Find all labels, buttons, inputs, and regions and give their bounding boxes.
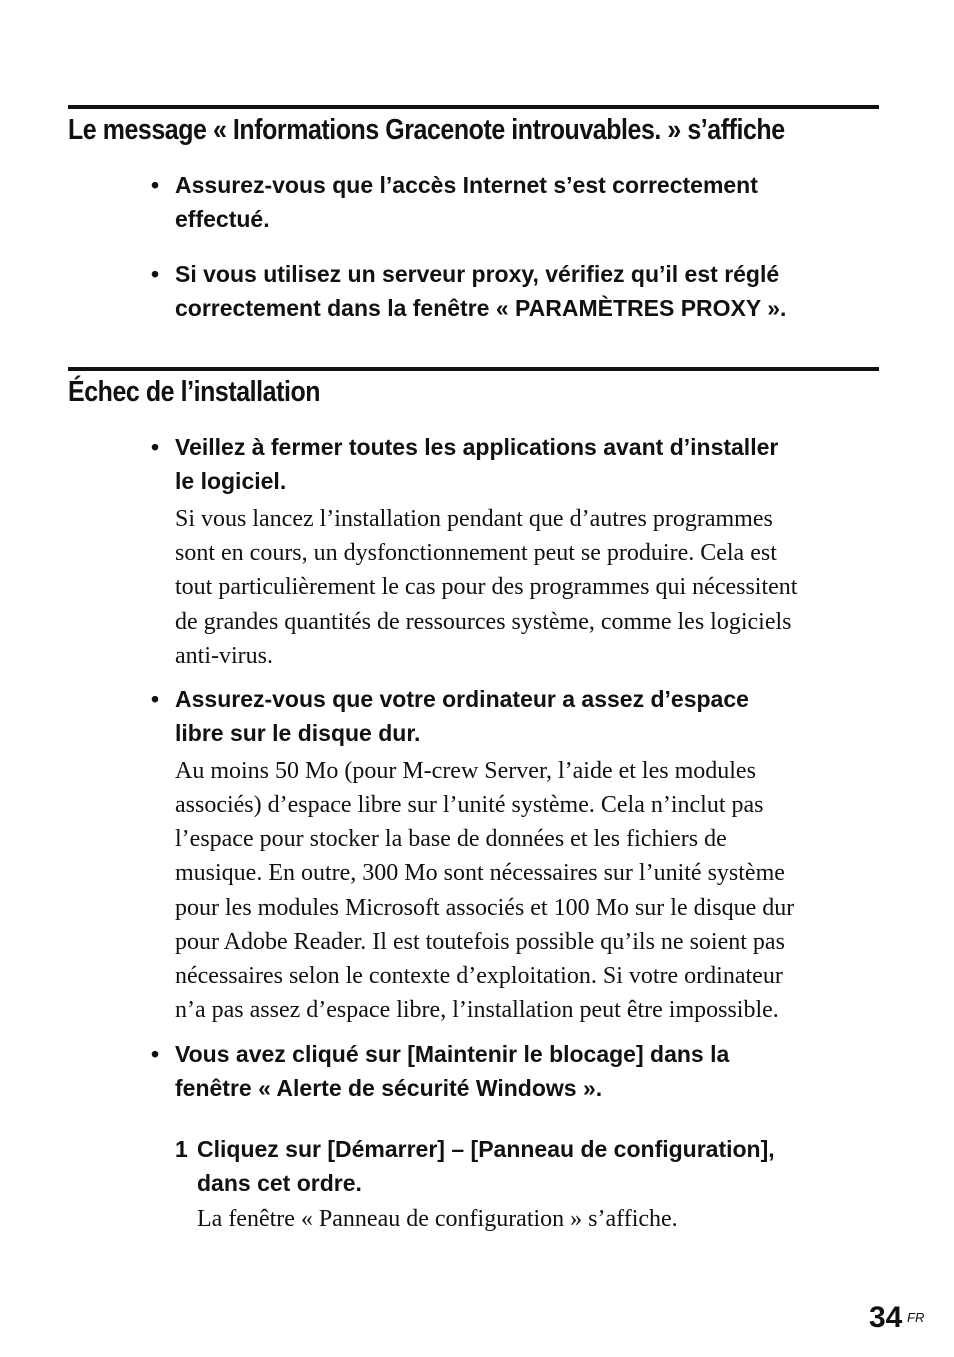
body-text-line: sont en cours, un dysfonctionnement peut se produire. Cela est <box>175 540 777 566</box>
bullet-heading-line: libre sur le disque dur. <box>175 720 421 746</box>
body-text-line: pour les modules Microsoft associés et 100 Mo sur le disque dur <box>175 895 795 921</box>
step-body-text: La fenêtre « Panneau de configuration » s’affiche. <box>197 1206 678 1232</box>
body-text-line: pour Adobe Reader. Il est toutefois possible qu’ils ne soient pas <box>175 929 785 955</box>
body-text-line: n’a pas assez d’espace libre, l’installation peut être impossible. <box>175 997 779 1023</box>
section-rule <box>68 367 879 371</box>
section-title: Échec de l’installation <box>68 376 321 408</box>
body-text-line: de grandes quantités de ressources système, comme les logiciels <box>175 609 792 635</box>
bullet-heading-line: Si vous utilisez un serveur proxy, vérifiez qu’il est réglé <box>175 261 780 287</box>
body-text-line: Au moins 50 Mo (pour M-crew Server, l’aide et les modules <box>175 758 756 784</box>
bullet-marker: • <box>151 172 160 198</box>
body-text-line: nécessaires selon le contexte d’exploitation. Si votre ordinateur <box>175 963 783 989</box>
body-text-line: Si vous lancez l’installation pendant que d’autres programmes <box>175 506 773 532</box>
page-number: 34 <box>869 1301 903 1334</box>
step-heading-line: Cliquez sur [Démarrer] – [Panneau de configuration], <box>197 1136 775 1162</box>
bullet-heading-line: Assurez-vous que l’accès Internet s’est correctement <box>175 172 758 198</box>
bullet-heading-line: le logiciel. <box>175 468 287 494</box>
bullet-heading-line: fenêtre « Alerte de sécurité Windows ». <box>175 1075 603 1101</box>
body-text-line: anti-virus. <box>175 643 273 669</box>
step-number: 1 <box>175 1136 188 1162</box>
bullet-marker: • <box>151 434 160 460</box>
body-text-line: l’espace pour stocker la base de données et les fichiers de <box>175 826 727 852</box>
bullet-heading-line: effectué. <box>175 206 270 232</box>
bullet-marker: • <box>151 261 160 287</box>
bullet-heading-line: correctement dans la fenêtre « PARAMÈTRES PROXY ». <box>175 295 787 321</box>
section-rule <box>68 105 879 109</box>
body-text-line: associés) d’espace libre sur l’unité système. Cela n’inclut pas <box>175 792 764 818</box>
body-text-line: musique. En outre, 300 Mo sont nécessaires sur l’unité système <box>175 860 785 886</box>
bullet-heading-line: Assurez-vous que votre ordinateur a assez d’espace <box>175 686 749 712</box>
page-language-code: FR <box>907 1310 925 1325</box>
bullet-marker: • <box>151 686 160 712</box>
bullet-heading-line: Vous avez cliqué sur [Maintenir le blocage] dans la <box>175 1041 730 1067</box>
bullet-marker: • <box>151 1041 160 1067</box>
section-title: Le message « Informations Gracenote introuvables. » s’affiche <box>68 114 785 146</box>
bullet-heading-line: Veillez à fermer toutes les applications avant d’installer <box>175 434 779 460</box>
step-heading-line: dans cet ordre. <box>197 1170 362 1196</box>
body-text-line: tout particulièrement le cas pour des programmes qui nécessitent <box>175 574 798 600</box>
